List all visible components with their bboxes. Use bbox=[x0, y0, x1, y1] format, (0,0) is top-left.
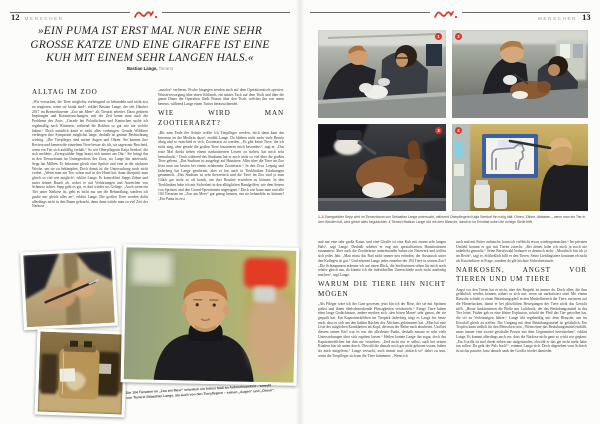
section-heading-warum-die-tiere: WARUM DIE TIERE IHN NICHT MÖGEN bbox=[318, 280, 446, 298]
photo-specimen-jar bbox=[35, 328, 128, 417]
photo-rabbit-closeup-image bbox=[318, 124, 446, 211]
photo-rabbit-exam-1-image bbox=[318, 30, 446, 118]
caption-text-1: Zwergwidder Sepp wird im Tierarztraum von Sebastian Lange untersucht, während Oberpflegerin Katja Seedorf ihn ruhig hält. Ohren, Zähne, Abtasten – wenn man ein Tier in den Händen hat, wird gleich alles begutachtet. bbox=[318, 215, 586, 224]
caption-text-2: Tierarzt Bastian Lange übt mit dem Blasrohr, damit er im Ernstfall sofort die richtige Stelle trifft. bbox=[391, 219, 533, 224]
magazine-logo-right bbox=[430, 7, 462, 25]
body-paragraph: auch mal mit Futter auftauche, kann ich vielleicht etwas wiedergutmachen.“ Im privaten Umfeld kommt er gut mit Tieren zurecht. „Bei denen habe ich mich ja noch nie unbeliebt gemacht.“ Seine Berufswahl bedauert er dennoch nicht: „Moralisch bin ich ja im Recht“, sagt er. Schließlich hilft er den Tieren. Seine Lieblingstiere kommen eh nicht als Kuscheltiere in Frage, sondern da gilt höchste Sicherheitsstufe. bbox=[456, 240, 587, 263]
body-paragraph: „Wir versuchen, die Tiere möglichst vorbeugend zu behandeln und nicht erst zu reagieren, wenn sie krank sind“, erklärt Bastian Lange, der seit Oktober 2017 im Bremerhavener „Zoo am Meer“ als Tierarzt arbeitet. Dazu gehören Impfungen und Kotuntersuchungen, mit der Zeit kennt man auch die Probleme des Zoos. „Gerade bei Polarfüchsen und Kaninchen suche ich regelmäßig nach Würmern, während die Robben so gut wie nie welche haben.“ Doch natürlich kann er nicht alles vorbeugen. Gerade Wildtiere verbergen ihre Symptome möglichst lange, deshalb ist genaue Beobachtung wichtig. „Die Tierpfleger sind meine Augen und Ohren. Sie kennen ihre Reviere und kennen die einzelnen Tiere besser als ich, sie sagen mir Bescheid, wenn ein Tier sich auffällig verhält.“ So wie Oberpflegerin Katja Seedorf, die sich meldete: „Zwergwidder Sepp kratzt sich immer am Ohr.“ Sie bringt ihn in den Tierarztraum im Untergeschoss des Zoos, wo Lange ihn untersucht. Sepp hat Milben. Er bekommt gleich eine Spritze und eine in der nächsten Woche, um sie zu bekämpfen. Doch damit ist die Untersuchung noch nicht vorbei. „Wenn man ein Tier schon mal in der Hand hat, dann überprüft man gleich so viel wie möglich“, erklärt Lange. Er kontrolliert Sepps Zähne und tastet seinen Bauch ab, wobei er auf Verhärtungen und Anzeichen von Schmerz achtet. Sepp geht es gut, er darf wieder ins Gehege. „Auch wenn ein Tier unter Narkose ist, geht es nicht nur um die Behandlung, sondern ich gucke mir gleich alles an“, erklärt Lange. Die großen Tiere werden dafür allerdings nicht in den Raum gebracht, denn dann würde man zu viel Zeit der Narkose bbox=[32, 100, 148, 209]
headline-line-2: GROSSE KATZE UND EINE GIRAFFE IST EINE bbox=[30, 38, 270, 51]
pull-quote-headline bbox=[28, 25, 272, 66]
photo-rabbit-exam-2-image bbox=[452, 30, 588, 118]
left-column-1 bbox=[32, 88, 148, 249]
photo-number-badge-1: 1 bbox=[435, 33, 442, 40]
section-heading-alltag-im-zoo: ALLTAG IM ZOO bbox=[32, 88, 98, 96]
left-section-label: MENSCHEN bbox=[24, 16, 64, 21]
photo-rabbit-exam-2 bbox=[452, 30, 588, 118]
right-column-2 bbox=[456, 240, 587, 420]
headline-line-3: KUH MIT EINEM SEHR LANGEN HALS.« bbox=[46, 52, 254, 65]
photo-rabbit-closeup bbox=[318, 124, 446, 211]
photo-blowpipe-practice-image bbox=[452, 124, 588, 211]
photo-number-badge-3: 3 bbox=[435, 127, 442, 134]
photo-vet-portrait-image bbox=[124, 247, 297, 383]
body-paragraph: „nutzlos“ verlieren. Fische hingegen werden auch auf dem Operationstisch operiert: Wasserversorgung über einen Schlauch, ein nasses Tuch auf dem Tisch und über die ganze Dauer der Operation fließt Wasser über den Tisch, welches ihn von unten benetzt, während Lange einen Tumor herausschneidet. bbox=[158, 88, 284, 107]
photo-dart-hands-image bbox=[23, 251, 115, 328]
photo-rabbit-exam-1 bbox=[318, 30, 446, 118]
right-photo-caption bbox=[318, 215, 588, 225]
body-paragraph: „Als Pfleger wäre ich der Gute gewesen, jetzt bin ich der Böse, der sie mit Spritzen piekst und ihnen übelschmeckende Flüssigkeiten verabreicht.“ Einige Tiere haben eben lange Gedächtnisse, andere merken sich „den bösen Mann“ sehr genau, der sie gequält hat. Ein Kapuzineräffchen im Tierpark Jaderberg trägt es Lange bis heute nach, dass er sich um den kahlen Rücken des Äffchens gekümmert hat. „Man hat eine Liste der möglichen Krankheiten im Kopf, die man der Reihe nach abarbeitet. Und bei diesem armen Kerl war es erst der allerletzte Punkt, deshalb musste er sehr viele Untersuchungen über sich ergehen lassen.“ Heilen konnte Lange ihn sogar, doch das Kapuzineräffchen hat ihm nie verziehen. „Und nicht nur er selbst, auch bei seinen Kindern bin ich unten durch. Obwohl die damals noch gar nicht geboren waren, haben sie mich mitgelernt.“ Lange versucht, auch immer mal „einfach so“ dabei zu sein, wenn die Tierpfleger sich um die Tiere kümmern: „Wenn ich bbox=[318, 301, 446, 358]
right-page-header bbox=[538, 12, 591, 22]
left-page-number: 12 bbox=[11, 12, 20, 22]
right-section-label: MENSCHEN bbox=[538, 16, 578, 21]
byline bbox=[28, 66, 272, 71]
headline-line-1: »EIN PUMA IST ERST MAL NUR EINE SEHR bbox=[37, 25, 263, 37]
right-page-number: 13 bbox=[582, 12, 591, 22]
right-column-1 bbox=[318, 240, 446, 420]
body-paragraph: mal nur eine sehr große Katze, und eine Giraffe ist eine Kuh mit einem sehr langen Hals“, sagt Lange. Deshalb arbeitet er eng mit spezialisierten Haustierärzten zusammen. Aber auch die Zootierärzte untereinander haben ein Netzwerk und treffen sich jedes Jahr. „Man muss das Rad nicht immer neu erfinden, der Austausch unter den Kollegen ist gut.“ Und erkennt Lange jedes einzelne der 104 Tiere in seinem Zoo? „Die Schimpansen erkenne ich auf einen Blick, die Seelöwinnen sehen für mich noch relativ gleich aus, da könnte ich die individuellen Unterschiede noch nicht ausfindig machen“, sagt Lange. bbox=[318, 240, 446, 278]
photo-number-badge-4: 4 bbox=[455, 127, 462, 134]
caption-number-range: 1–3 bbox=[318, 215, 325, 219]
photo-vet-portrait bbox=[121, 244, 300, 386]
caption-number-4: 4 bbox=[388, 219, 392, 224]
body-paragraph: Angst vor den Tieren hat er nicht, aber der Respekt ist immer da. Doch allen, die ihm gefährlich werden können, nähert er sich nur, wenn sie narkotisiert sind. Mit einem Blasrohr schießt er einen Betäubungspfeil in den Muskelbereich der Tiere, meistens auf die Hinterbacken, damit er bei plötzlichen Bewegungen der Tiere nicht das Gesicht trifft. „Heute funktionieren die Pfeile mit Luftdruck, der das Betäubungsmittel in das Tier leitet. Früher gab es eine kleine Explosion, sobald der Pfeil das Tier getroffen hat, die oft zu Verletzungen führte.“ Lange übt regelmäßig mit dem Blasrohr, um im Ernstfall gleich zu treffen. Der Umgang mit dem Betäubungsmittel ist gefährlich. Ein Tropfen kann tödlich für den Menschen sein. „Wenn einer das Betäubungsmittel einfüllt, muss immer eine zweite geschulte Person mit dem Gegenmittel bereitstehen“, erklärt Lange. Es kommt allerdings auch vor, dass die Narkose nicht ganz so wirkt wie geplant: „Ein Gorilla ist mal direkt neben mir aufgestanden, obwohl er das gar nicht mehr hätte tun sollen. Da geht der Puls hoch!“, erinnert Lange sich. Doch abgesehen vom Schreck ist nichts passiert, kurz danach sank der Gorilla wieder darnieder. bbox=[456, 287, 587, 354]
left-column-2 bbox=[158, 88, 284, 249]
magazine-logo-left bbox=[130, 7, 162, 25]
photo-specimen-jar-image bbox=[38, 332, 125, 415]
magazine-logo-icon bbox=[433, 9, 459, 20]
page-gutter bbox=[296, 0, 304, 424]
section-heading-narkosen: NARKOSEN, ANGST VOR TIEREN UND UM TIERE bbox=[456, 266, 587, 284]
photo-number-badge-2: 2 bbox=[455, 33, 462, 40]
photo-blowpipe-practice bbox=[452, 124, 588, 211]
left-page-header bbox=[11, 12, 64, 22]
section-heading-zootierarzt: WIE WIRD MAN ZOOTIERARZT? bbox=[158, 109, 284, 127]
byline-name: Bastian Lange, bbox=[126, 66, 158, 71]
left-photo-caption: Die 104 Tierarten im „Zoo am Meer“ erfordern ein hohes Maß an Aufmerksamkeit – sowohl von Tierarzt Sebastian Lange, als auch von den Tierpflegern – seinen „Augen“ und „Ohren“. bbox=[125, 383, 275, 400]
photo-dart-hands bbox=[20, 248, 118, 331]
body-paragraph: „Bis zum Ende der Schule wollte ich Tierpfleger werden, doch dann kam das Interesse an der Medizin dazu“, erzählt Lange. Da blieben nicht mehr viele Berufe übrig und so entschied er sich, Zootierarzt zu werden. „Es gibt keine Tiere, die ich nicht mag, aber gerade die großen Tiere faszinieren mich besonders“, sagt er. „Das erste Mal direkt neben einem narkotisierten Löwen zu stehen, hat mich sehr beeindruckt.“ Doch während des Studiums hat er noch nicht so viel über die großen Tiere gelernt. „Das Studium ist ausgelegt auf Haustiere. Alles über die Tiere im Zoo lernt man am besten bei einem erfahrenen Zootierarzt.“ In den Zoos Leipzig und Jaderberg hat Lange gearbeitet, aber er hat auch in Tierkliniken Erfahrungen gesammelt. „Das Studium ist sehr theoretisch und die Tiere im Zoo sind ja zum Glück gar nicht so oft krank, um dort Routine erwerben zu können. In den Tierkliniken habe ich mir Sicherheit in den alltäglichen Handgriffen, wie dem Setzen von Spritzen und den Grund-Operationen angeeignet.“ Doch wie kann man nun alle 104 Tierarten im „Zoo am Meer“ gut genug kennen, um sie behandeln zu können? „Ein Puma ist erst bbox=[158, 130, 284, 202]
magazine-logo-icon bbox=[133, 9, 159, 20]
byline-role: Tierarzt bbox=[157, 66, 174, 71]
